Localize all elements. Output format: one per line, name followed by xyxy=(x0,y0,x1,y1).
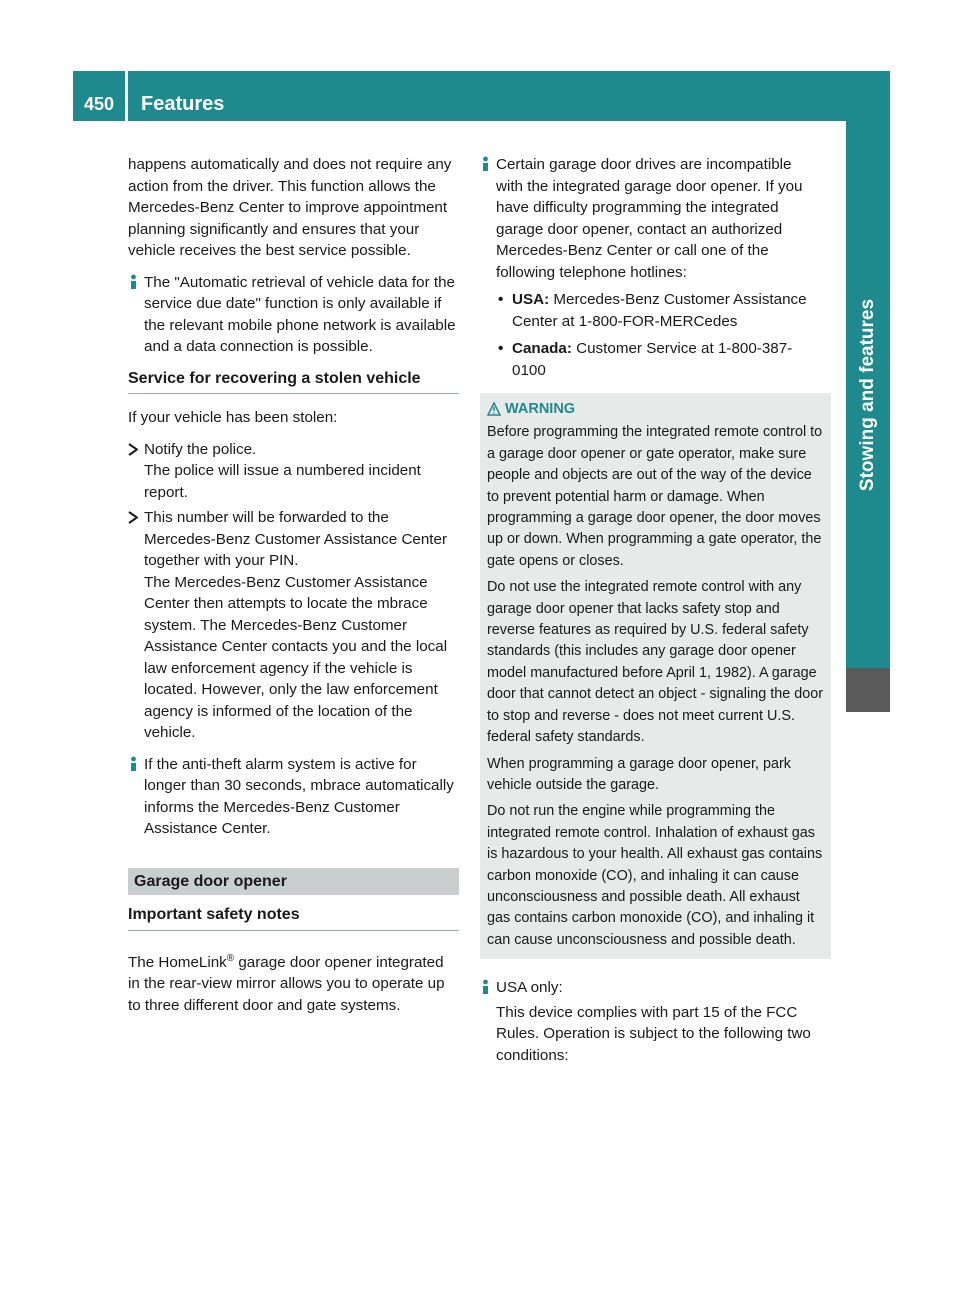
warning-triangle-icon xyxy=(487,402,501,416)
info-icon xyxy=(479,156,492,173)
info-icon xyxy=(127,274,140,291)
safety-notes-heading: Important safety notes xyxy=(128,904,459,931)
step-result: The Mercedes-Benz Customer Assistance Center then attempts to locate the mbrace system. The Mercedes-Benz Customer Assistance Center contacts you and the local law enforcement agency if the vehicle is located. However, only the law enforcement agency is informed of the location of the vehicle. xyxy=(144,573,448,741)
step-arrow-icon xyxy=(128,511,138,524)
warning-paragraph: Do not run the engine while programming the integrated remote control. Inhalation of exhaust gas is hazardous to your health. All exhaust gas contains carbon monoxide (CO), and inhaling it can cause unconsciousness and possible death. All exhaust gas contains carbon monoxide (CO), and inhaling it can cause unconsciousness and possible death. xyxy=(487,803,823,948)
hotline-usa: • USA: Mercedes-Benz Customer Assistance Center at 1-800-FOR-MERCedes xyxy=(480,289,811,332)
hotline-canada: • Canada: Customer Service at 1-800-387-0100 xyxy=(480,338,811,381)
warning-paragraph: Before programming the integrated remote control to a garage door opener or gate operator, make sure people and objects are out of the way of the device to prevent potential harm or damage. When programming a garage door opener, the door moves up or down. When programming a gate operator, the gate opens or closes. xyxy=(487,424,823,569)
info-note: USA only: This device complies with part 15 of the FCC Rules. Operation is subject to the following two conditions: xyxy=(480,977,811,1066)
info-icon xyxy=(127,756,140,773)
warning-paragraph: Do not use the integrated remote control with any garage door opener that lacks safety stop and reverse features as required by U.S. federal safety standards (this includes any garage door opener model manufactured before April 1, 1982). A garage door that cannot detect an object - signaling the door to stop and reverse - does not meet current U.S. federal safety standards. xyxy=(487,579,824,746)
step-item: Notify the police. The police will issue a numbered incident report. xyxy=(128,439,459,504)
info-note: The "Automatic retrieval of vehicle data for the service due date" function is only available if the relevant mobile phone network is available and a data connection is possible. xyxy=(128,272,459,358)
page-title: Features xyxy=(141,93,225,115)
step-item: This number will be forwarded to the Mercedes-Benz Customer Assistance Center together with your PIN. The Mercedes-Benz Customer Assistance Center then attempts to locate the mbrace system. The Mercedes-Benz Customer Assistance Center contacts you and the local law enforcement agency if the vehicle is located. However, only the law enforcement agency is informed of the location of the vehicle. xyxy=(128,507,459,744)
warning-box xyxy=(480,393,831,959)
info-note: Certain garage door drives are incompatible with the integrated garage door opener. If you have difficulty programming the integrated garage door opener, contact an authorized Mercedes-Benz Center or call one of the following telephone hotlines: xyxy=(480,154,811,283)
homelink-paragraph: The HomeLink® garage door opener integrated in the rear-view mirror allows you to operate up to three different door and gate systems. xyxy=(128,952,445,1014)
side-tab-label: Stowing and features xyxy=(857,298,878,491)
garage-door-section-title: Garage door opener xyxy=(128,868,459,896)
left-column xyxy=(128,154,459,1026)
info-note: If the anti-theft alarm system is active for longer than 30 seconds, mbrace automatically informs the Mercedes-Benz Customer Assistance Center. xyxy=(128,754,459,840)
page-number: 450 xyxy=(83,94,115,114)
step-result: The police will issue a numbered incident report. xyxy=(144,462,421,501)
intro-paragraph: happens automatically and does not require any action from the driver. This function allows the Mercedes-Benz Center to improve appointment planning significantly and ensures that your vehicle receives the best service possible. xyxy=(128,156,452,259)
header-divider xyxy=(125,71,128,121)
stolen-intro: If your vehicle has been stolen: xyxy=(128,409,338,426)
info-icon xyxy=(479,979,492,996)
step-arrow-icon xyxy=(128,443,138,456)
warning-paragraph: When programming a garage door opener, park vehicle outside the garage. xyxy=(487,755,791,793)
warning-heading: WARNING xyxy=(487,399,824,420)
stolen-vehicle-heading: Service for recovering a stolen vehicle xyxy=(128,368,459,395)
right-column xyxy=(480,154,824,1076)
side-tab-marker xyxy=(846,668,890,712)
